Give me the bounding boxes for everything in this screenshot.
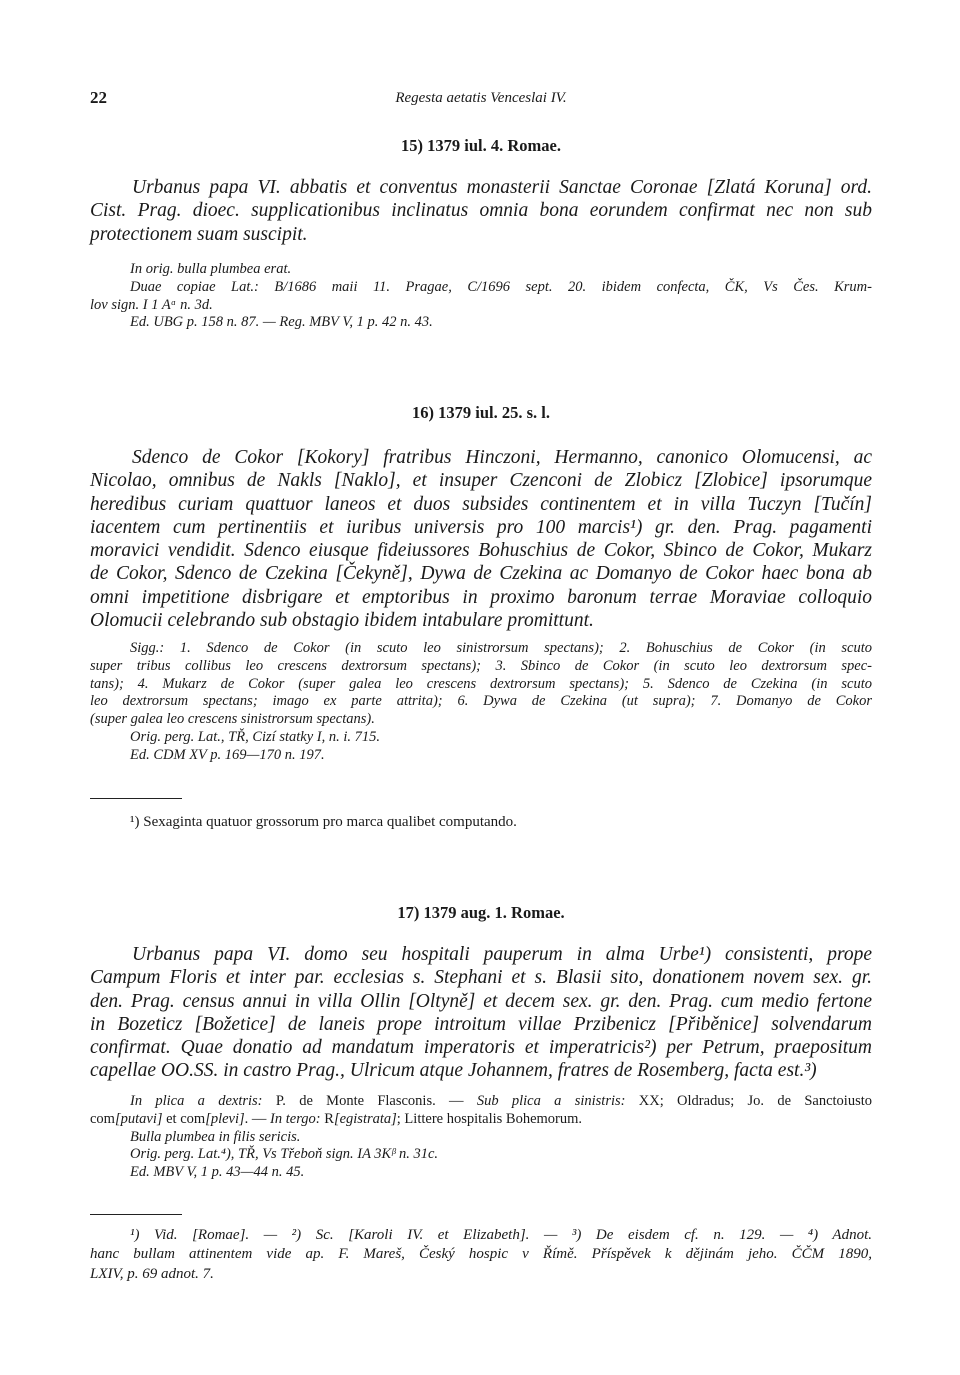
entry-16-heading: 16) 1379 iul. 25. s. l. bbox=[412, 403, 550, 422]
note-line: (super galea leo crescens sinistrorsum spectans). bbox=[90, 711, 375, 728]
page-header bbox=[90, 88, 872, 112]
regest-line: protectionem suam suscipit. bbox=[90, 223, 308, 245]
note-line: Duae copiae Lat.: B/1686 maii 11. Pragae, C/1696 sept. 20. ibidem confecta, ČK, Vs Čes. Krum- bbox=[130, 278, 872, 295]
entry-15-heading: 15) 1379 iul. 4. Romae. bbox=[401, 136, 561, 155]
regest-line: in Bozeticz [Božetice] de laneis prope introitum villae Przibenicz [Přiběnice] solvendarum bbox=[90, 1013, 872, 1035]
footnote-line: ¹) Sexaginta quatuor grossorum pro marca qualibet computando. bbox=[130, 814, 517, 830]
note-fragment: XX; Oldradus; Jo. de Sanctoiusto bbox=[625, 1093, 872, 1109]
regest-line: Urbanus papa VI. domo seu hospitali pauperum in alma Urbe¹) consistenti, prope bbox=[132, 944, 872, 965]
regest-line: Cist. Prag. dioec. supplicationibus inclinatus omnia bona eorundem confirmat nec non sub bbox=[90, 200, 872, 222]
footnote-divider bbox=[90, 1214, 182, 1215]
footnote-line: LXIV, p. 69 adnot. 7. bbox=[90, 1265, 214, 1282]
note-fragment: [plevi] bbox=[205, 1110, 245, 1127]
note-fragment: R bbox=[320, 1110, 334, 1127]
regest-line: iacentem cum pertinentiis et iuribus universis pro 100 marcis¹) gr. den. Prag. pagamenti bbox=[90, 516, 872, 538]
note-line: lov sign. I 1 Aᵅ n. 3d. bbox=[90, 296, 213, 313]
note-line: Orig. perg. Lat., TŘ, Cizí statky I, n. i. 715. bbox=[130, 728, 380, 745]
note-fragment: In tergo: bbox=[270, 1110, 321, 1127]
note-fragment: P. de Monte Flasconis. — bbox=[262, 1093, 477, 1109]
regest-line: Campum Floris et inter par. ecclesias s. Stephani et s. Blasii sito, donationem novem sex. gr. bbox=[90, 967, 872, 989]
footnote-divider bbox=[90, 798, 182, 799]
entry-16-notes bbox=[90, 640, 872, 765]
regest-line: omni impetitione disbrigare et emptoribus in proximo baronum terrae Moraviae colloquio bbox=[90, 586, 872, 608]
entry-17-notes bbox=[90, 1093, 872, 1182]
note-fragment: [putavi] bbox=[114, 1110, 163, 1127]
running-title: Regesta aetatis Venceslai IV. bbox=[395, 90, 567, 106]
note-fragment: ; Littere hospitalis Bohemorum. bbox=[396, 1110, 583, 1127]
note-fragment: Sub plica a sinistris: bbox=[476, 1093, 626, 1109]
regest-line: heredibus curiam quattuor laneos et duos subsides continentem et in villa Tuczyn [Tučín] bbox=[90, 493, 872, 515]
entry-17-footnotes bbox=[90, 1226, 872, 1284]
note-fragment: . — bbox=[244, 1110, 271, 1127]
regest-line: de Cokor, Sdenco de Czekina [Čekyně], Dywa de Czekina ac Domanyo de Cokor haec bona ab bbox=[90, 563, 872, 585]
regest-line: Olomucii celebrando sub obstagio ibidem intabulare promittunt. bbox=[90, 610, 594, 632]
note-line: Ed. CDM XV p. 169—170 n. 197. bbox=[130, 746, 325, 763]
note-fragment: In plica a dextris: bbox=[130, 1093, 263, 1109]
note-line: Ed. MBV V, 1 p. 43—44 n. 45. bbox=[130, 1164, 305, 1181]
note-line: In orig. bulla plumbea erat. bbox=[130, 261, 292, 277]
note-line: Ed. UBG p. 158 n. 87. — Reg. MBV V, 1 p. 42 n. 43. bbox=[130, 314, 433, 331]
entry-17-heading: 17) 1379 aug. 1. Romae. bbox=[397, 903, 565, 922]
entry-15-notes bbox=[90, 261, 872, 332]
regest-line: confirmat. Quae donatio ad mandatum imperatoris et imperatricis²) per Petrum, praepositum bbox=[90, 1037, 872, 1059]
page-number: 22 bbox=[90, 88, 107, 107]
note-line: Sigg.: 1. Sdenco de Cokor (in scuto leo sinistrorsum spectans); 2. Bohuschius de Cokor (in scuto bbox=[130, 640, 872, 656]
regest-line: Sdenco de Cokor [Kokory] fratribus Hinczoni, Hermanno, canonico Olomucensi, ac bbox=[132, 447, 872, 468]
note-line bbox=[90, 1111, 872, 1129]
regest-line: Nicolao, omnibus de Nakls [Naklo], et insuper Czenconi de Zlobicz [Zlobice] ipsorumque bbox=[90, 470, 872, 492]
note-fragment: et com bbox=[162, 1110, 206, 1127]
regest-line: Urbanus papa VI. abbatis et conventus monasterii Sanctae Coronae [Zlatá Koruna] ord. bbox=[132, 177, 872, 198]
regest-line: den. Prag. census annui in villa Ollin [Oltyně] et decem sex. gr. den. Prag. cum medio fertone bbox=[90, 990, 872, 1012]
entry-17-regest bbox=[90, 943, 872, 1083]
entry-16-regest bbox=[90, 446, 872, 632]
note-fragment: [egistrata] bbox=[333, 1110, 397, 1127]
footnote-line: hanc bullam attinentem vide ap. F. Mareš, Český hospic v Římě. Příspěvek k dějinám jeho. ČČM 1890, bbox=[90, 1246, 872, 1263]
footnote-line: ¹) Vid. [Romae]. — ²) Sc. [Karoli IV. et Elizabeth]. — ³) De eisdem cf. n. 129. — ⁴) Adnot. bbox=[130, 1227, 872, 1243]
note-line bbox=[90, 1093, 872, 1111]
note-line: super tribus collibus leo crescens dextrorsum spectans); 3. Sbinco de Cokor (in scuto leo dextrorsum spec- bbox=[90, 657, 872, 674]
note-line: Orig. perg. Lat.⁴), TŘ, Vs Třeboň sign. IA 3Kᵝ n. 31c. bbox=[130, 1146, 439, 1163]
note-fragment: com bbox=[90, 1110, 115, 1127]
note-line: Bulla plumbea in filis sericis. bbox=[130, 1128, 301, 1145]
regest-line: moravici vendidit. Sdenco eiusque fideiussores Bohuschius de Cokor, Sbinco de Cokor, Mukarz bbox=[90, 540, 872, 562]
note-line: tans); 4. Mukarz de Cokor (super galea leo crescens dextrorsum spectans); 5. Sdenco de Czekina (in scuto bbox=[90, 675, 872, 692]
entry-16-footnote bbox=[90, 813, 872, 832]
entry-15-regest bbox=[90, 176, 872, 246]
note-line: leo dextrorsum spectans; imago ex parte attrita); 6. Dywa de Czekina (ut supra); 7. Domanyo de Cokor bbox=[90, 693, 872, 710]
regest-line: capellae OO.SS. in castro Prag., Ulricum atque Johannem, fratres de Rosemberg, facta est.³) bbox=[90, 1060, 817, 1082]
